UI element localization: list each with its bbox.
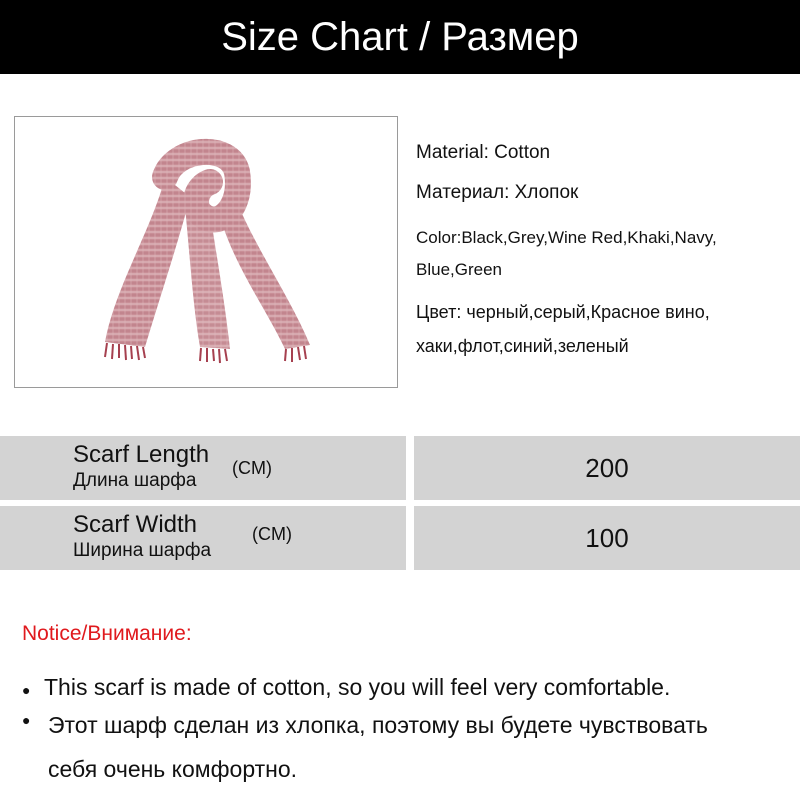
- length-label-cell: [0, 436, 406, 500]
- notice-bullet-ru-line2: себя очень комфортно.: [48, 756, 298, 782]
- width-label-en: Scarf Width: [73, 511, 198, 538]
- length-label-en: Scarf Length: [73, 441, 210, 468]
- length-value-cell: [414, 436, 800, 500]
- material-ru: Материал: Хлопок: [416, 182, 579, 203]
- color-en-line1: Color:Black,Grey,Wine Red,Khaki,Navy,: [416, 228, 717, 247]
- table-row-length: [0, 436, 800, 500]
- bullet-icon: ●: [22, 682, 31, 698]
- table-row-width: [0, 506, 800, 570]
- scarf-image: [15, 117, 399, 389]
- color-ru-line1: Цвет: черный,серый,Красное вино,: [416, 302, 710, 322]
- color-ru-line2: хаки,флот,синий,зеленый: [416, 336, 629, 356]
- notice-title: Notice/Внимание:: [22, 622, 192, 645]
- length-value: 200: [585, 452, 629, 483]
- width-label-ru: Ширина шарфа: [73, 540, 212, 561]
- page-header: [0, 0, 800, 74]
- page-title: Size Chart / Размер: [221, 14, 579, 59]
- material-en: Material: Cotton: [416, 142, 551, 163]
- length-unit: (CM): [232, 458, 272, 478]
- notice-bullet-en: This scarf is made of cotton, so you will feel very comfortable.: [44, 674, 671, 700]
- notice-bullet-ru-line1: Этот шарф сделан из хлопка, поэтому вы будете чувствовать: [48, 712, 708, 738]
- width-value-cell: [414, 506, 800, 570]
- width-value: 100: [585, 522, 629, 553]
- width-unit: (CM): [252, 524, 292, 544]
- bullet-icon: ●: [22, 712, 31, 728]
- length-label-ru: Длина шарфа: [73, 470, 197, 491]
- color-en-line2: Blue,Green: [416, 260, 502, 279]
- product-photo-frame: [14, 116, 398, 388]
- width-label-cell: [0, 506, 406, 570]
